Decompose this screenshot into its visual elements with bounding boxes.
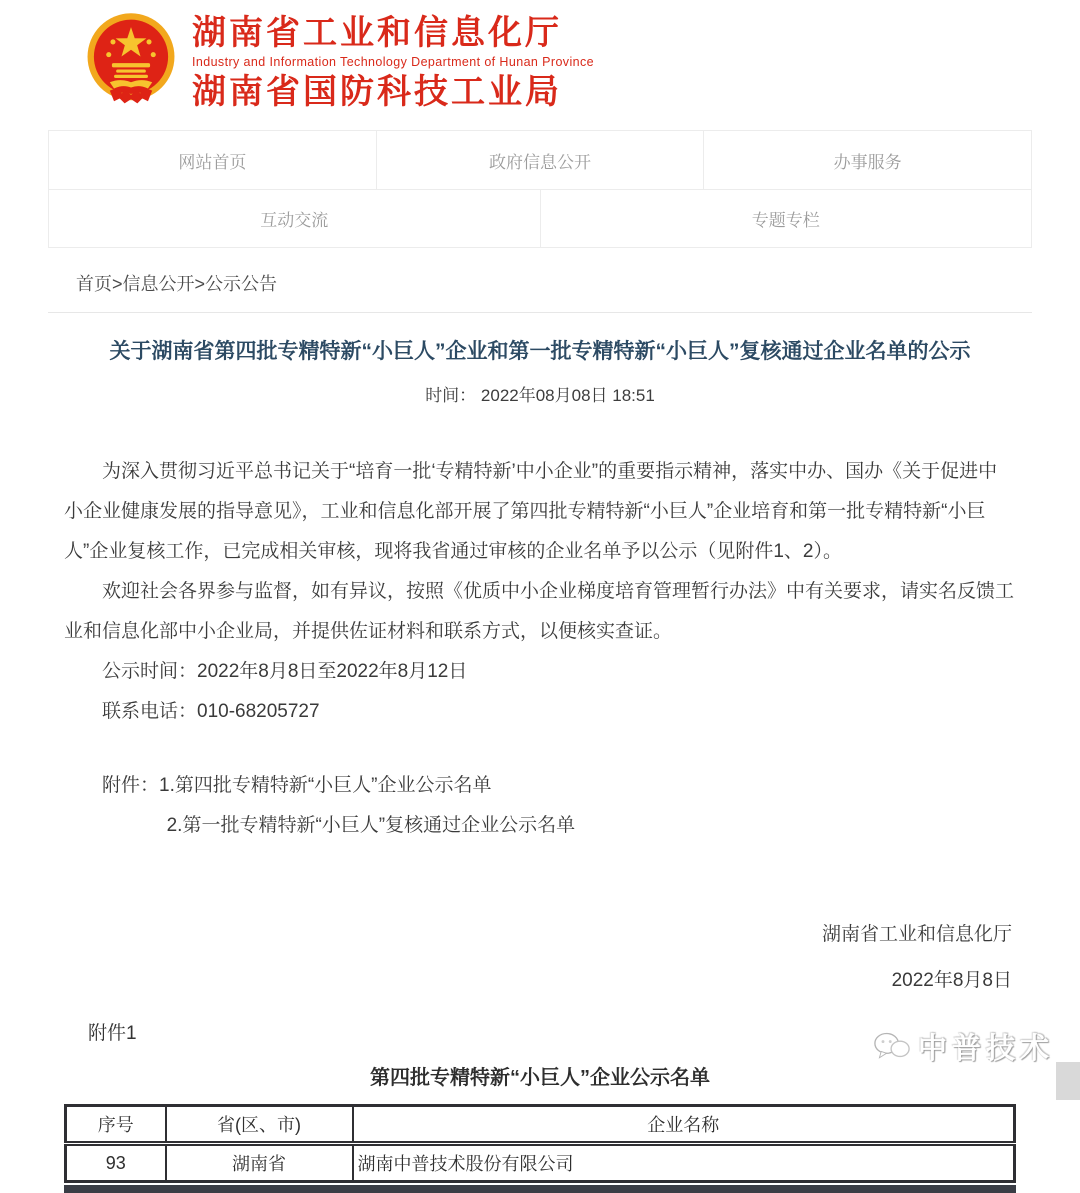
breadcrumb[interactable]: 首页>信息公开>公示公告: [76, 274, 278, 294]
cell-serial-number: 93: [66, 1144, 166, 1182]
article: [0, 337, 1080, 1193]
breadcrumb-bar: [48, 248, 1032, 313]
org-names: [192, 12, 594, 113]
cell-province: 湖南省: [166, 1144, 353, 1182]
site-header: [0, 0, 1080, 128]
attachment-list-item-2: 2.第一批专精特新“小巨人”复核通过企业公示名单: [166, 815, 576, 836]
scrollbar-corner: [1056, 1062, 1080, 1100]
paragraph-2: 欢迎社会各界参与监督，如有异议，按照《优质中小企业梯度培育管理暂行办法》中有关要求，请实名反馈工业和信息化部中小企业局，并提供佐证材料和联系方式，以便核实查证。: [64, 581, 1015, 642]
nav-item-services[interactable]: 办事服务: [703, 131, 1031, 189]
watermark-text: 中普技术: [918, 1033, 1055, 1065]
contact-phone: 联系电话：010-68205727: [102, 701, 320, 722]
paragraph-1: 为深入贯彻习近平总书记关于“培育一批‘专精特新’中小企业”的重要指示精神，落实中办、国办《关于促进中小企业健康发展的指导意见》，工业和信息化部开展了第四批专精特新“小巨人”企业培育和第一批专精特新“小巨人”企业复核工作，已完成相关审核，现将我省通过审核的企业名单予以公示（见附件1、2）。: [64, 461, 998, 562]
nav-row-1: [49, 131, 1031, 189]
main-nav: [48, 130, 1032, 248]
column-header-province: 省(区、市): [166, 1106, 353, 1144]
cell-company-name: 湖南中普技术股份有限公司: [353, 1144, 1015, 1182]
article-body: [64, 452, 1016, 846]
attachment-list-item-1: 附件：1.第四批专精特新“小巨人”企业公示名单: [102, 775, 492, 796]
column-header-company: 企业名称: [353, 1106, 1015, 1144]
org-name-primary: 湖南省工业和信息化厅: [192, 14, 562, 52]
signature-block: [0, 912, 1012, 1004]
nav-item-home[interactable]: 网站首页: [178, 152, 247, 172]
article-timestamp: 时间： 2022年08月08日 18:51: [425, 386, 655, 405]
national-emblem-logo: [78, 8, 184, 114]
nav-item-gov-info[interactable]: 政府信息公开: [376, 131, 704, 189]
attachment1-label: 附件1: [88, 1023, 137, 1044]
org-name-secondary: 湖南省国防科技工业局: [192, 73, 562, 111]
column-header-number: 序号: [66, 1106, 166, 1144]
nav-item-special-columns[interactable]: 专题专栏: [540, 190, 1032, 247]
nav-row-2: [49, 189, 1031, 247]
page-title: 关于湖南省第四批专精特新“小巨人”企业和第一批专精特新“小巨人”复核通过企业名单的公示: [109, 340, 971, 363]
cropped-table-edge: [64, 1185, 1016, 1193]
signature-organization: 湖南省工业和信息化厅: [821, 924, 1012, 945]
table-row: [66, 1144, 1015, 1182]
signature-date: 2022年8月8日: [891, 970, 1012, 991]
org-name-english: Industry and Information Technology Department of Hunan Province: [192, 55, 594, 69]
publicity-period: 公示时间：2022年8月8日至2022年8月12日: [102, 661, 468, 682]
nav-item-interaction[interactable]: 互动交流: [260, 211, 329, 230]
roster-table-title: 第四批专精特新“小巨人”企业公示名单: [370, 1067, 710, 1089]
table-header-row: [66, 1106, 1015, 1144]
roster-table: [64, 1104, 1016, 1183]
